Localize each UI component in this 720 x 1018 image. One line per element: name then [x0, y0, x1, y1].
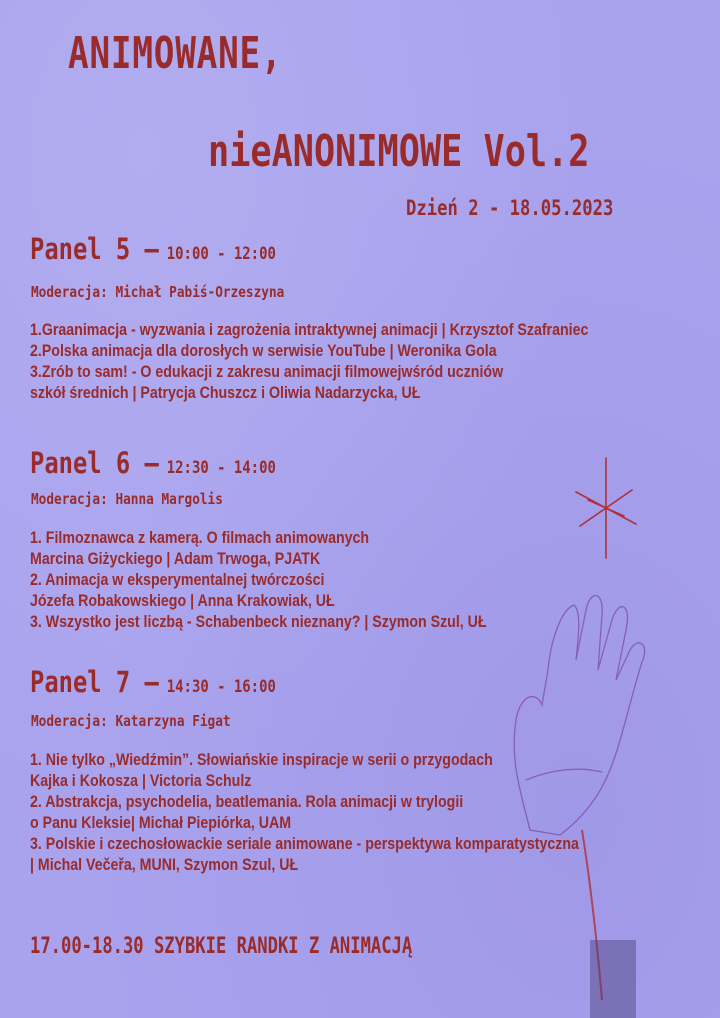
talk-line: 2. Abstrakcja, psychodelia, beatlemania. Rola animacji w trylogii: [30, 793, 464, 811]
hand-reaching-star-drawing: [490, 440, 720, 1018]
talk-line: | Michal Večeřa, MUNI, Szymon Szul, UŁ: [30, 856, 299, 874]
panel-7-heading: [30, 665, 276, 699]
talk-line: szkół średnich | Patrycja Chuszcz i Oliwia Nadarzycka, UŁ: [30, 384, 421, 402]
panel-7-time: 14:30 - 16:00: [166, 677, 276, 697]
panel-5-moderation: Moderacja: Michał Pabiś-Orzeszyna: [31, 283, 285, 301]
panel-6-heading: [30, 446, 276, 480]
panel-7-name: Panel 7 –: [30, 665, 159, 699]
talk-line: 1. Filmoznawca z kamerą. O filmach animowanych: [30, 529, 370, 547]
event-date: Dzień 2 - 18.05.2023: [406, 196, 614, 220]
talk-line: 3. Wszystko jest liczbą - Schabenbeck nieznany? | Szymon Szul, UŁ: [30, 613, 487, 631]
panel-6-time: 12:30 - 14:00: [166, 458, 276, 478]
panel-6-moderation: Moderacja: Hanna Margolis: [31, 490, 223, 508]
talk-line: Kajka i Kokosza | Victoria Schulz: [30, 772, 252, 790]
poster-subtitle: nieANONIMOWE Vol.2: [208, 126, 590, 177]
panel-6-name: Panel 6 –: [30, 446, 159, 480]
panel-5-heading: [30, 232, 276, 266]
speed-dating-footer: 17.00-18.30 SZYBKIE RANDKI Z ANIMACJĄ: [30, 934, 413, 959]
panel-5-talks: [30, 320, 588, 404]
talk-line: 3. Polskie i czechosłowackie seriale animowane - perspektywa komparatystyczna: [30, 835, 579, 853]
panel-5-time: 10:00 - 12:00: [166, 244, 276, 264]
panel-7-moderation: Moderacja: Katarzyna Figat: [31, 712, 231, 730]
talk-line: Józefa Robakowskiego | Anna Krakowiak, UŁ: [30, 592, 335, 610]
talk-line: o Panu Kleksie| Michał Piepiórka, UAM: [30, 814, 292, 832]
talk-line: Marcina Giżyckiego | Adam Trwoga, PJATK: [30, 550, 321, 568]
talk-line: 3.Zrób to sam! - O edukacji z zakresu animacji filmowejwśród uczniów: [30, 363, 504, 381]
talk-line: 2. Animacja w eksperymentalnej twórczości: [30, 571, 325, 589]
talk-line: 1.Graanimacja - wyzwania i zagrożenia intraktywnej animacji | Krzysztof Szafraniec: [30, 321, 589, 339]
panel-6-talks: [30, 528, 487, 633]
panel-5-name: Panel 5 –: [30, 232, 159, 266]
poster-title: ANIMOWANE,: [68, 28, 283, 79]
talk-line: 2.Polska animacja dla dorosłych w serwisie YouTube | Weronika Gola: [30, 342, 497, 360]
talk-line: 1. Nie tylko „Wiedźmin”. Słowiańskie inspiracje w serii o przygodach: [30, 751, 493, 769]
